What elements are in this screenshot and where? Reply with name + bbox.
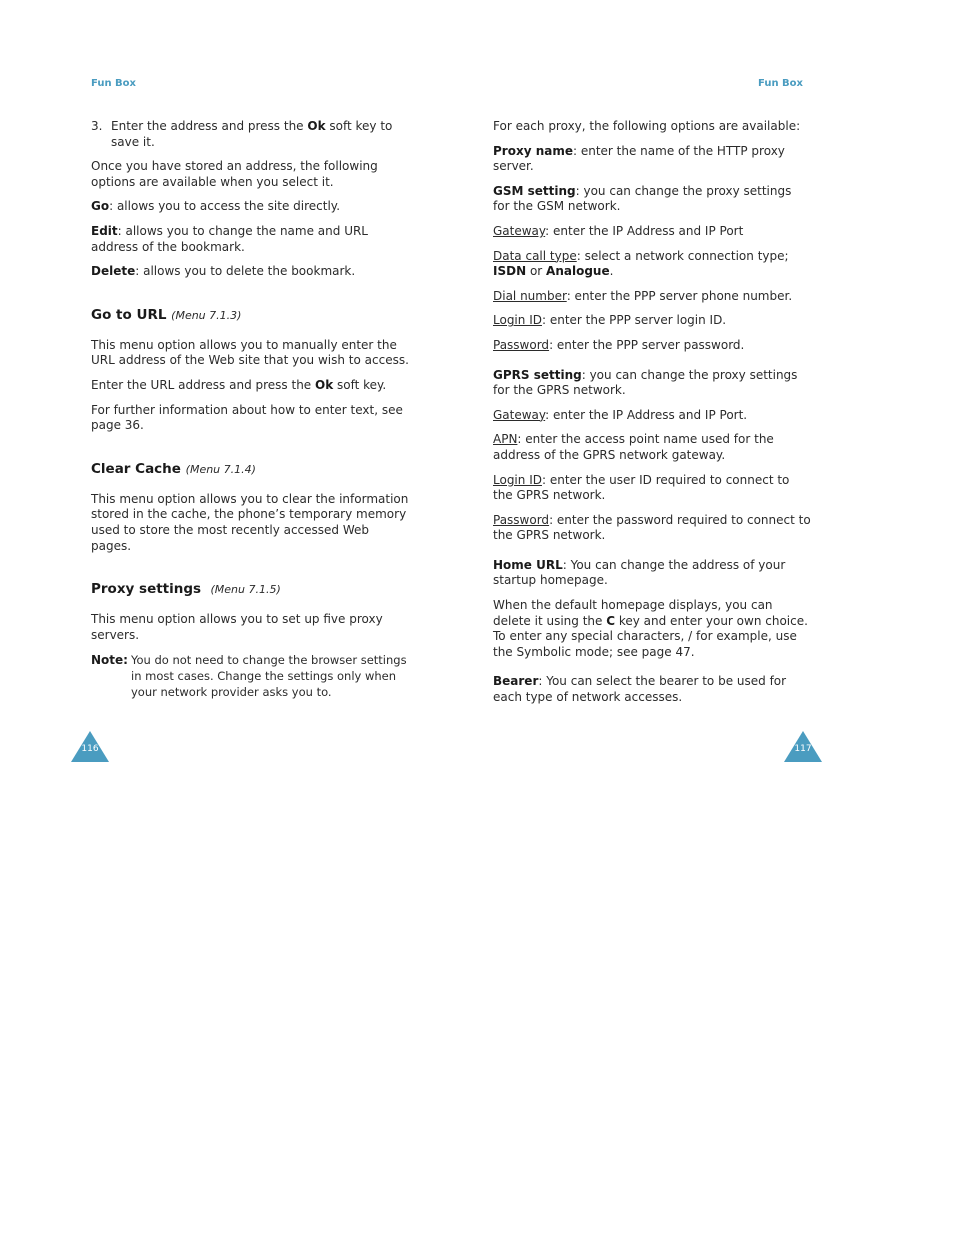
section-heading-go-to-url: Go to URL (Menu 7.1.3) [91,306,242,323]
left-column [91,119,409,700]
option-bearer: Bearer: You can select the bearer to be used for each type of network accesses. [493,674,787,705]
page-number-116 [71,731,109,762]
running-header-right: Fun Box [758,78,803,89]
go-to-url-reference: For further information about how to enter text, see page 36. [91,402,403,433]
step-text: Enter the address and press the Ok soft key to save it. [111,119,393,149]
gprs-password: Password: enter the password required to connect to the GPRS network. [493,512,811,543]
option-go: Go: allows you to access the site directly. [91,199,341,214]
option-delete: Delete: allows you to delete the bookmark. [91,264,356,279]
go-to-url-desc: This menu option allows you to manually enter the URL address of the Web site that you wish to access. [91,337,409,368]
page-number-label: 117 [794,744,812,754]
gsm-data-call-type: Data call type: select a network connection type; ISDN or Analogue. [493,248,789,279]
proxy-settings-desc: This menu option allows you to set up five proxy servers. [91,612,383,642]
gsm-password: Password: enter the PPP server password. [493,337,745,352]
stored-address-intro: Once you have stored an address, the following options are available when you select it. [91,159,378,189]
gprs-apn: APN: enter the access point name used for the address of the GPRS network gateway. [493,432,774,462]
option-home-url: Home URL: You can change the address of your startup homepage. [493,557,786,588]
default-homepage-info: When the default homepage displays, you can delete it using the C key and enter your own choice. To enter any special characters, / for example, use the Symbolic mode; see page 47. [493,598,808,659]
gprs-gateway: Gateway: enter the IP Address and IP Port. [493,407,748,422]
go-to-url-instruction: Enter the URL address and press the Ok soft key. [91,377,387,392]
step-number: 3. [91,119,103,133]
section-heading-proxy-settings: Proxy settings (Menu 7.1.5) [91,581,281,598]
clear-cache-desc: This menu option allows you to clear the information stored in the cache, the phone’s temporary memory used to store the most recently accessed Web pages. [91,491,409,553]
proxy-options-intro: For each proxy, the following options are available: [493,119,801,133]
note-label: Note: [91,653,128,668]
note-text: You do not need to change the browser settings in most cases. Change the settings only when your network provider asks you to. [131,653,407,700]
option-proxy-name: Proxy name: enter the name of the HTTP proxy server. [493,143,785,174]
step-3 [91,119,409,150]
gprs-login-id: Login ID: enter the user ID required to connect to the GPRS network. [493,472,790,503]
note [91,652,409,700]
gsm-login-id: Login ID: enter the PPP server login ID. [493,313,727,328]
gsm-gateway: Gateway: enter the IP Address and IP Port [493,223,744,238]
option-gprs-setting: GPRS setting: you can change the proxy settings for the GPRS network. [493,367,798,398]
right-column [493,119,811,715]
page-number-label: 116 [81,744,99,754]
page-number-117 [784,731,822,762]
option-edit: Edit: allows you to change the name and URL address of the bookmark. [91,223,368,254]
running-header-left: Fun Box [91,78,136,89]
section-heading-clear-cache: Clear Cache (Menu 7.1.4) [91,460,256,477]
gsm-dial-number: Dial number: enter the PPP server phone number. [493,288,793,303]
option-gsm-setting: GSM setting: you can change the proxy settings for the GSM network. [493,183,792,214]
